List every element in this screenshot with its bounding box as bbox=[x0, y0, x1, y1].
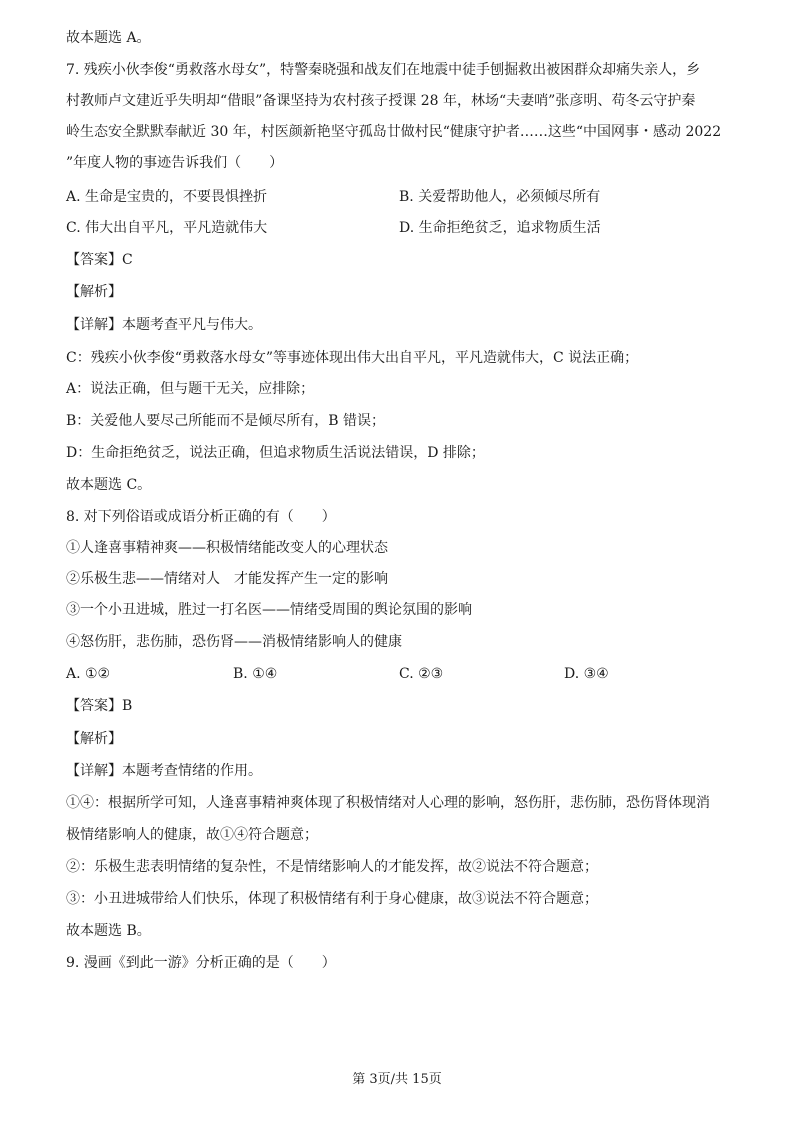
q8-explain-3: ③：小丑进城带给人们快乐，体现了积极情绪有利于身心健康，故③说法不符合题意； bbox=[66, 891, 598, 907]
previous-conclusion: 故本题选 A。 bbox=[66, 30, 151, 46]
q8-explain-14-line-1: ①④：根据所学可知，人逢喜事精神爽体现了积极情绪对人心理的影响，怒伤肝，悲伤肺，恐伤肾体现消 bbox=[66, 795, 710, 811]
q7-stem-line-3: 岭生态安全默默奉献近 30 年，村医颜新艳坚守孤岛廿做村民“健康守护者……这些“中国网事・感动 2022 bbox=[66, 124, 722, 140]
q8-option-d: D. ③④ bbox=[564, 666, 609, 682]
q7-conclusion: 故本题选 C。 bbox=[66, 477, 152, 493]
q8-analysis-heading: 【解析】 bbox=[66, 731, 122, 747]
q9-stem: 9. 漫画《到此一游》分析正确的是（ ） bbox=[66, 955, 336, 971]
page-number: 第 3页/共 15页 bbox=[352, 1072, 442, 1087]
q8-item-4: ④怒伤肝，悲伤肺，恐伤肾——消极情绪影响人的健康 bbox=[66, 634, 402, 650]
q7-explain-a: A：说法正确，但与题干无关，应排除； bbox=[66, 381, 315, 397]
q7-explain-b: B：关爱他人要尽己所能而不是倾尽所有，B 错误； bbox=[66, 413, 386, 429]
q8-item-3: ③一个小丑进城，胜过一打名医——情绪受周围的舆论氛围的影响 bbox=[66, 602, 472, 618]
q7-answer: 【答案】C bbox=[66, 252, 133, 268]
q7-explain-c: C：残疾小伙李俊“勇救落水母女”等事迹体现出伟大出自平凡，平凡造就伟大，C 说法正确； bbox=[66, 350, 639, 366]
q7-option-a: A. 生命是宝贵的，不要畏惧挫折 bbox=[66, 189, 268, 205]
q7-stem-line-1: 7. 残疾小伙李俊“勇救落水母女”，特警秦晓强和战友们在地震中徒手刨掘救出被困群众却痛失亲人，乡 bbox=[66, 62, 701, 78]
q7-option-d: D. 生命拒绝贫乏，追求物质生活 bbox=[399, 220, 601, 236]
q8-stem: 8. 对下列俗语或成语分析正确的有（ ） bbox=[66, 509, 336, 525]
q7-detail: 【详解】本题考查平凡与伟大。 bbox=[66, 317, 262, 333]
q8-option-a: A. ①② bbox=[66, 666, 111, 682]
q7-option-c: C. 伟大出自平凡，平凡造就伟大 bbox=[66, 220, 268, 236]
q7-stem-line-4: ”年度人物的事迹告诉我们（ ） bbox=[66, 155, 284, 171]
q8-detail: 【详解】本题考查情绪的作用。 bbox=[66, 763, 262, 779]
q7-analysis-heading: 【解析】 bbox=[66, 284, 122, 300]
q8-answer: 【答案】B bbox=[66, 698, 133, 714]
q8-explain-2: ②：乐极生悲表明情绪的复杂性，不是情绪影响人的才能发挥，故②说法不符合题意； bbox=[66, 859, 598, 875]
q8-item-1: ①人逢喜事精神爽——积极情绪能改变人的心理状态 bbox=[66, 540, 388, 556]
q8-conclusion: 故本题选 B。 bbox=[66, 923, 151, 939]
q8-option-c: C. ②③ bbox=[399, 666, 444, 682]
q7-explain-d: D：生命拒绝贫乏，说法正确，但追求物质生活说法错误，D 排除； bbox=[66, 445, 485, 461]
q8-item-2: ②乐极生悲——情绪对人 才能发挥产生一定的影响 bbox=[66, 571, 388, 587]
q8-explain-14-line-2: 极情绪影响人的健康，故①④符合题意； bbox=[66, 827, 318, 843]
q7-stem-line-2: 村教师卢文建近乎失明却“借眼”备课坚持为农村孩子授课 28 年，林场“夫妻哨”张彦明、苟冬云守护秦 bbox=[66, 93, 696, 109]
q8-option-b: B. ①④ bbox=[233, 666, 278, 682]
q7-option-b: B. 关爱帮助他人，必须倾尽所有 bbox=[399, 189, 601, 205]
